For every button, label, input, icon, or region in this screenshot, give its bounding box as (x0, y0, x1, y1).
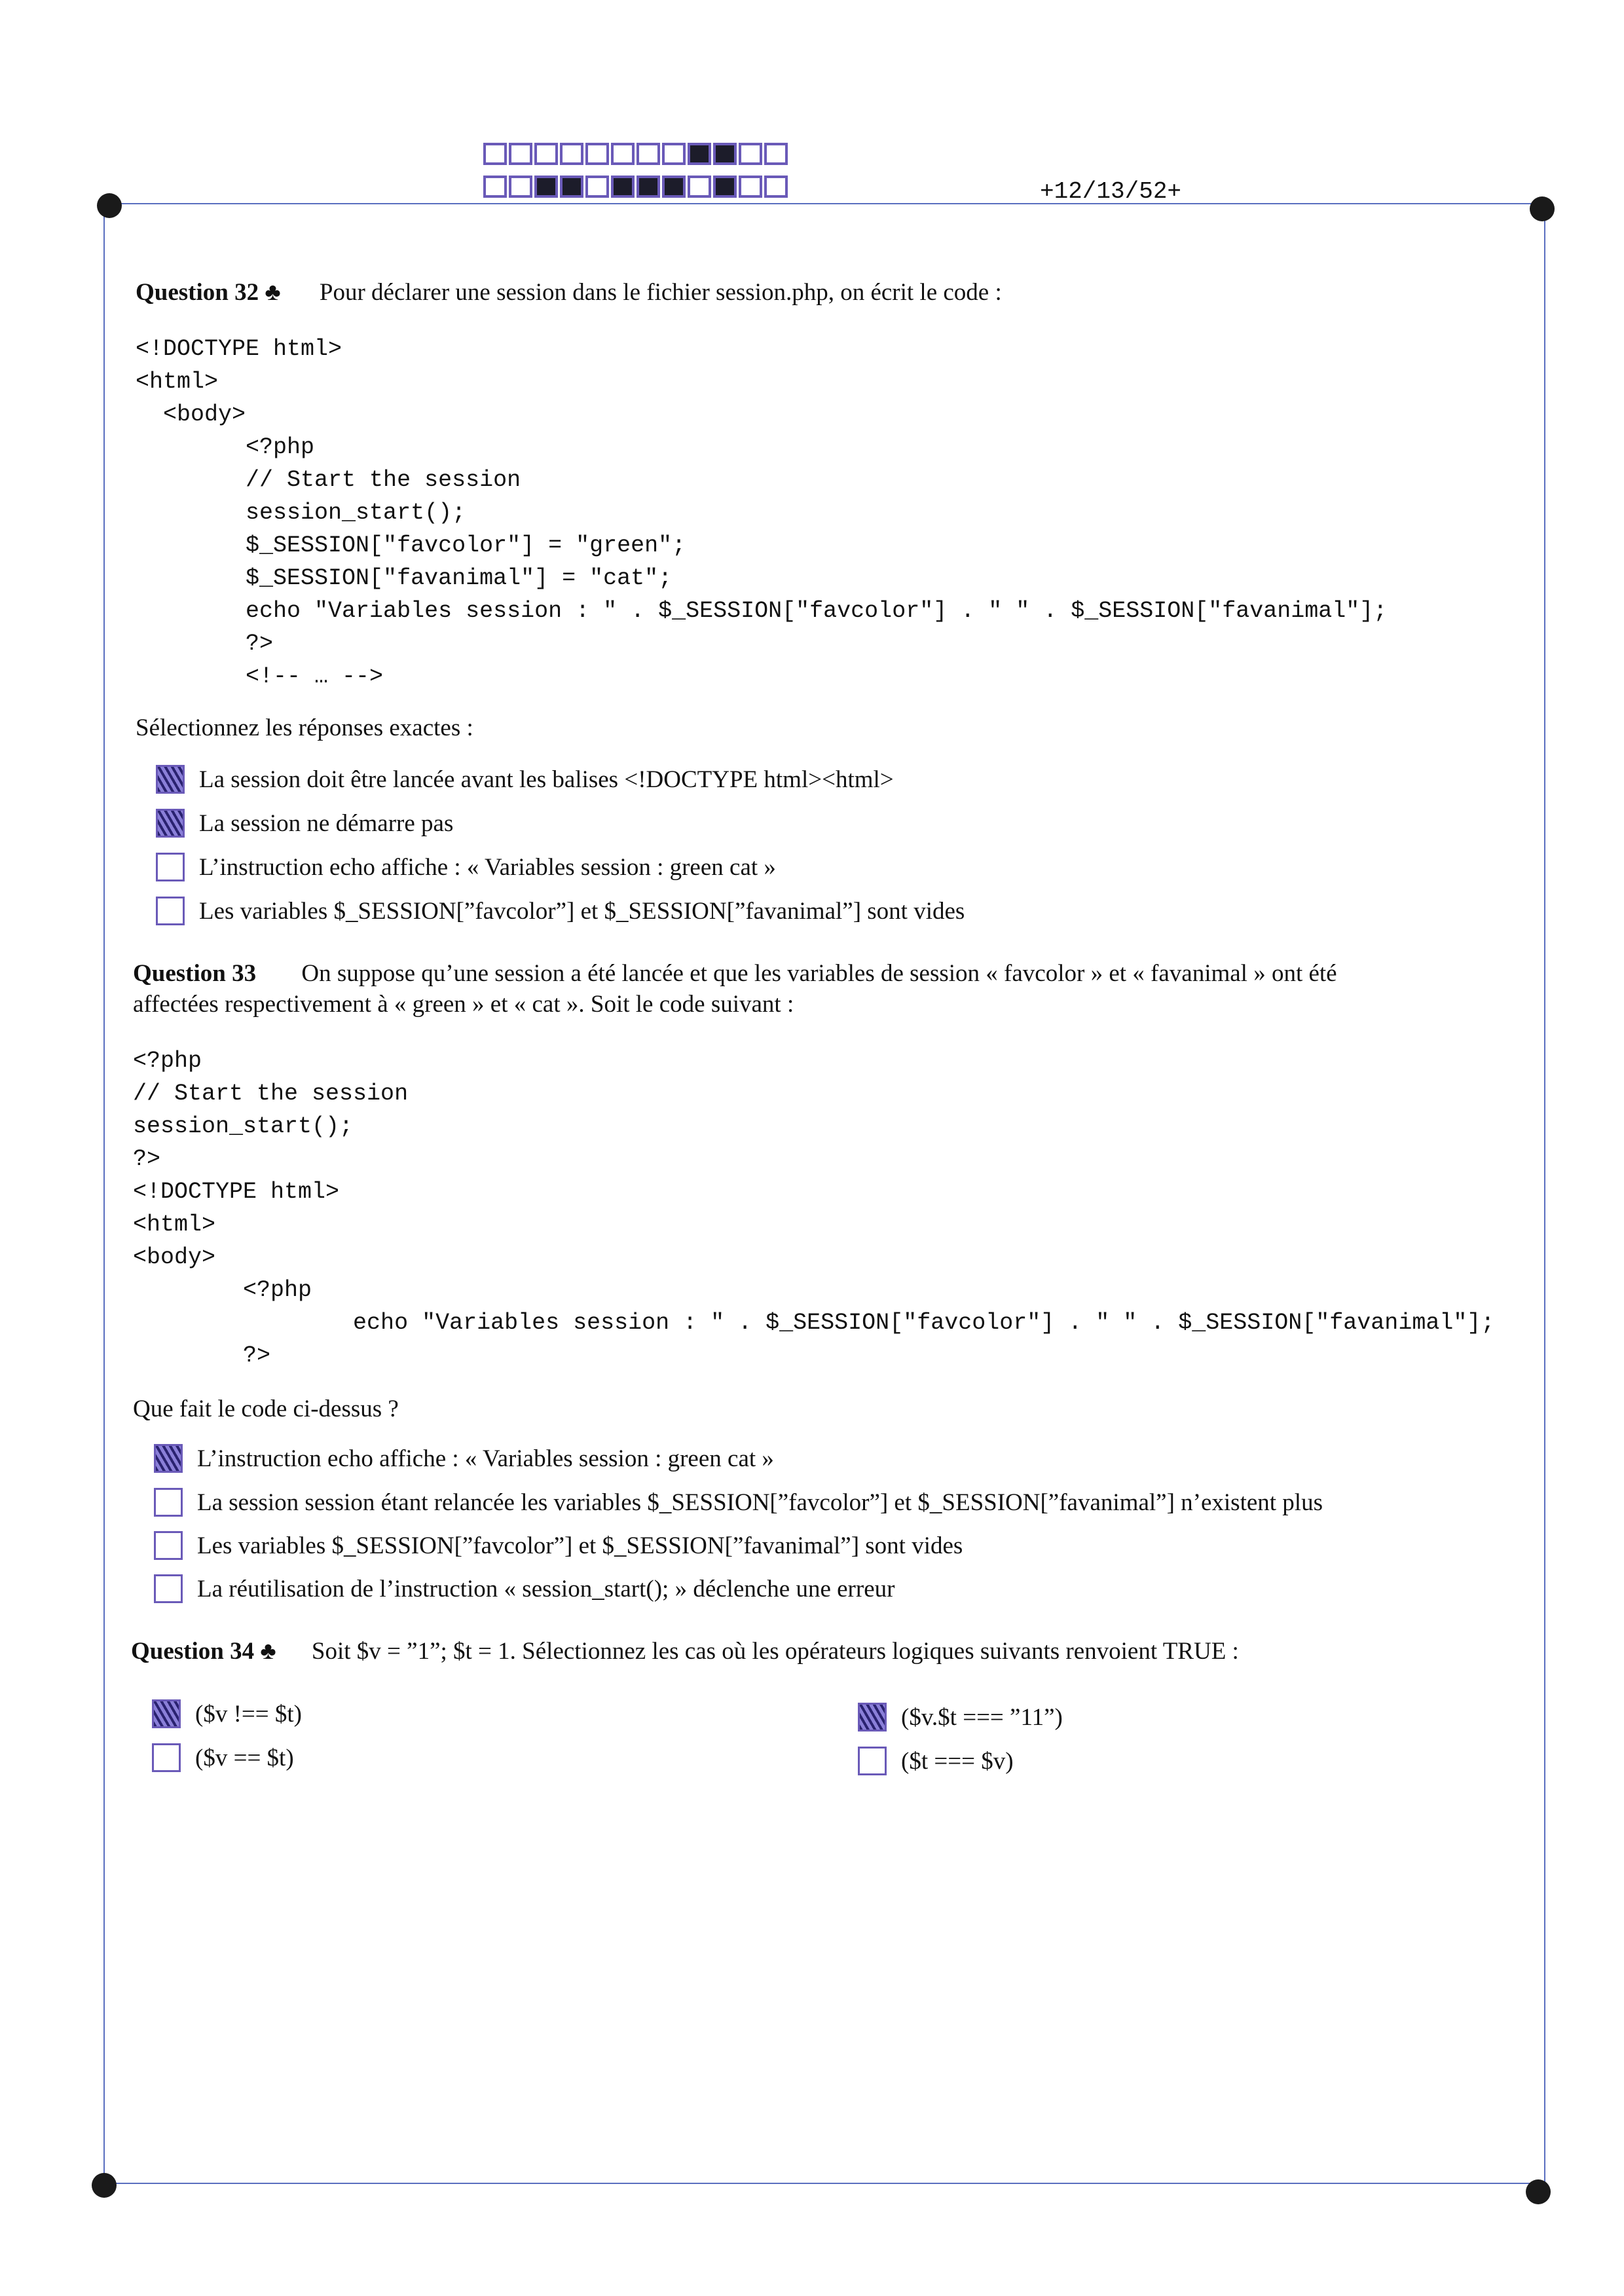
q32-option-2[interactable] (156, 809, 453, 838)
barcode-cell (637, 176, 660, 198)
barcode-cell (509, 176, 532, 198)
question-34-prompt: Soit $v = ”1”; $t = 1. Sélectionnez les cas où les opérateurs logiques suivants renvoient TRUE : (311, 1638, 1239, 1665)
q34-option-1-checkbox[interactable] (152, 1699, 181, 1728)
question-33-prompt-line-2: affectées respectivement à « green » et « cat ». Soit le code suivant : (133, 991, 794, 1018)
question-32-instruction: Sélectionnez les réponses exactes : (136, 714, 473, 741)
q33-option-4[interactable] (154, 1574, 895, 1603)
q32-option-1[interactable] (156, 765, 894, 794)
q33-option-2-label: La session session étant relancée les variables $_SESSION[”favcolor”] et $_SESSION[”favanimal”] n’existent plus (197, 1489, 1323, 1516)
barcode-cell (585, 176, 609, 198)
q32-option-3-label: L’instruction echo affiche : « Variables session : green cat » (199, 853, 776, 881)
q32-option-1-label: La session doit être lancée avant les balises <!DOCTYPE html><html> (199, 766, 894, 793)
barcode-cell (739, 176, 762, 198)
q34-option-4-label: ($t === $v) (901, 1747, 1014, 1775)
q33-option-3-label: Les variables $_SESSION[”favcolor”] et $_SESSION[”favanimal”] sont vides (197, 1532, 963, 1559)
barcode-cell (739, 143, 762, 165)
q33-option-3-checkbox[interactable] (154, 1531, 183, 1560)
q34-option-1-label: ($v !== $t) (195, 1700, 302, 1728)
q34-option-2[interactable] (152, 1743, 294, 1772)
barcode-cell (560, 143, 583, 165)
question-32-label: Question 32 ♣ (136, 279, 281, 306)
q32-option-4[interactable] (156, 897, 965, 925)
barcode-cell (688, 143, 711, 165)
barcode-cell (611, 143, 635, 165)
barcode-cell (534, 176, 558, 198)
question-33-header (133, 959, 1337, 988)
question-33-instruction: Que fait le code ci-dessus ? (133, 1396, 399, 1422)
corner-mark-bottom-right (1526, 2179, 1551, 2204)
q34-option-1[interactable] (152, 1699, 302, 1728)
question-34-label: Question 34 ♣ (131, 1638, 276, 1665)
q34-option-4-checkbox[interactable] (858, 1747, 887, 1775)
q34-option-2-label: ($v == $t) (195, 1744, 294, 1771)
q33-option-1[interactable] (154, 1444, 774, 1473)
barcode-row-2 (483, 176, 788, 198)
barcode-cell (662, 143, 686, 165)
q32-option-4-label: Les variables $_SESSION[”favcolor”] et $_SESSION[”favanimal”] sont vides (199, 897, 965, 925)
q34-option-3-checkbox[interactable] (858, 1703, 887, 1731)
q32-option-3-checkbox[interactable] (156, 853, 185, 881)
barcode-cell (585, 143, 609, 165)
q33-option-4-checkbox[interactable] (154, 1574, 183, 1603)
barcode-cell (662, 176, 686, 198)
question-34-header (131, 1637, 1239, 1665)
q34-option-2-checkbox[interactable] (152, 1743, 181, 1772)
barcode-cell (713, 143, 737, 165)
question-33-code: <?php // Start the session session_start(); ?> <!DOCTYPE html> <html> <body> <?php echo "Variables session : " . $_SESSION["favcolor"] . " " . $_SESSION["favanimal"]; ?> (133, 1048, 1495, 1369)
barcode-cell (764, 176, 788, 198)
q33-option-2[interactable] (154, 1488, 1323, 1517)
q34-option-4[interactable] (858, 1747, 1014, 1775)
q33-option-1-checkbox[interactable] (154, 1444, 183, 1473)
barcode-cell (509, 143, 532, 165)
barcode-cell (688, 176, 711, 198)
q33-option-2-checkbox[interactable] (154, 1488, 183, 1517)
barcode-cell (713, 176, 737, 198)
q32-option-2-checkbox[interactable] (156, 809, 185, 838)
barcode-cell (534, 143, 558, 165)
question-33-label: Question 33 (133, 960, 257, 987)
q34-option-3-label: ($v.$t === ”11”) (901, 1703, 1063, 1731)
page-id: +12/13/52+ (1040, 178, 1182, 205)
q33-option-1-label: L’instruction echo affiche : « Variables session : green cat » (197, 1445, 774, 1472)
question-32-header (136, 278, 1002, 306)
q32-option-1-checkbox[interactable] (156, 765, 185, 794)
q33-option-3[interactable] (154, 1531, 963, 1560)
corner-mark-top-right (1530, 196, 1555, 221)
barcode-cell (560, 176, 583, 198)
q32-option-2-label: La session ne démarre pas (199, 809, 454, 837)
q32-option-4-checkbox[interactable] (156, 897, 185, 925)
corner-mark-bottom-left (92, 2173, 117, 2198)
question-33-prompt-line-1: On suppose qu’une session a été lancée et que les variables de session « favcolor » et « favanimal » ont été (301, 960, 1337, 987)
question-32-prompt: Pour déclarer une session dans le fichier session.php, on écrit le code : (319, 279, 1002, 306)
barcode-cell (611, 176, 635, 198)
barcode-cell (483, 143, 507, 165)
q33-option-4-label: La réutilisation de l’instruction « session_start(); » déclenche une erreur (197, 1575, 895, 1602)
q34-option-3[interactable] (858, 1703, 1063, 1731)
barcode-cell (764, 143, 788, 165)
barcode-row-1 (483, 143, 788, 165)
barcode-cell (483, 176, 507, 198)
question-32-code: <!DOCTYPE html> <html> <body> <?php // Start the session session_start(); $_SESSION["favcolor"] = "green"; $_SESSION["favanimal"] = "cat"; echo "Variables session : " . $_SESSION["favcolor"] . " " . $_SESSION["favanimal"]; ?> <!-- … --> (136, 336, 1388, 690)
barcode-cell (637, 143, 660, 165)
q32-option-3[interactable] (156, 853, 776, 881)
corner-mark-top-left (97, 193, 122, 218)
